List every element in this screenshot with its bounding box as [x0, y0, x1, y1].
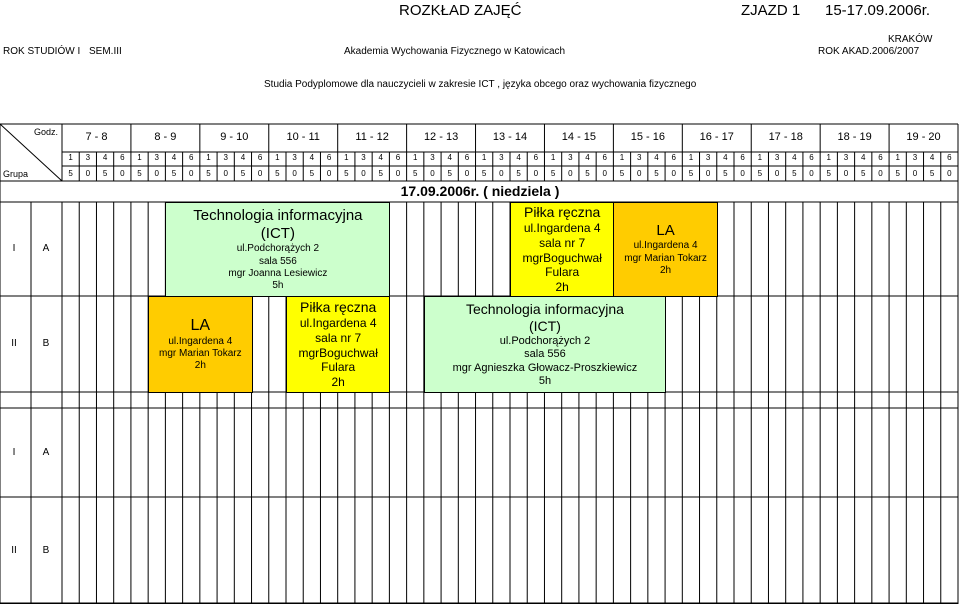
course-detail: (ICT) — [529, 317, 561, 334]
minute-digit-top: 4 — [447, 153, 452, 162]
minute-digit-bottom: 0 — [120, 169, 125, 178]
minute-digit-top: 3 — [568, 153, 573, 162]
day-label: 17.09.2006r. ( niedziela ) — [400, 183, 560, 199]
minute-digit-top: 3 — [912, 153, 918, 162]
program-title: Studia Podyplomowe dla nauczycieli w zakresie ICT , języka obcego oraz wychowania fizycznego — [264, 79, 697, 90]
hour-header: 9 - 10 — [220, 131, 249, 143]
minute-digit-bottom: 5 — [860, 169, 866, 178]
course-title: Piłka ręczna — [524, 204, 601, 221]
rok-studiow-label: ROK STUDIÓW I — [3, 46, 81, 57]
course-detail: ul.Ingardena 4 — [523, 221, 601, 236]
minute-digit-bottom: 5 — [654, 169, 659, 178]
course-block-ict-b — [424, 296, 666, 393]
minute-digit-top: 3 — [843, 153, 849, 162]
minute-digit-bottom: 5 — [550, 169, 556, 178]
minute-digit-bottom: 5 — [895, 169, 900, 178]
minute-digit-bottom: 5 — [792, 169, 797, 178]
minute-digit-top: 4 — [309, 153, 315, 162]
course-detail: ul.Ingardena 4 — [633, 240, 698, 252]
minute-digit-bottom: 5 — [688, 169, 694, 178]
minute-digit-top: 1 — [895, 153, 900, 162]
course-block-pilka-b — [286, 296, 390, 393]
zjazd-dates: 15-17.09.2006r. — [825, 2, 931, 19]
hour-header: 12 - 13 — [423, 131, 459, 143]
minute-digit-bottom: 5 — [344, 169, 349, 178]
minute-digit-top: 3 — [636, 153, 642, 162]
minute-digit-top: 4 — [102, 153, 108, 162]
grupa-label: Grupa — [3, 169, 29, 179]
row-group: B — [42, 544, 50, 556]
minute-digit-top: 4 — [240, 153, 246, 162]
minute-digit-top: 6 — [602, 153, 607, 162]
minute-digit-top: 4 — [792, 153, 797, 162]
zjazd-label: ZJAZD 1 — [741, 2, 801, 19]
course-detail: 2h — [555, 279, 569, 294]
minute-digit-top: 4 — [860, 153, 866, 162]
hour-header: 18 - 19 — [837, 131, 872, 143]
minute-digit-bottom: 0 — [843, 169, 849, 178]
minute-digit-bottom: 0 — [568, 169, 573, 178]
minute-digit-top: 1 — [412, 153, 418, 162]
minute-digit-bottom: 5 — [68, 169, 73, 178]
minute-digit-top: 4 — [585, 153, 590, 162]
minute-digit-bottom: 0 — [705, 169, 711, 178]
course-detail: 2h — [194, 360, 206, 372]
minute-digit-bottom: 0 — [188, 169, 194, 178]
minute-digit-top: 4 — [171, 153, 177, 162]
course-detail: Fulara — [321, 360, 356, 375]
minute-digit-bottom: 5 — [929, 169, 935, 178]
course-detail: 5h — [538, 374, 552, 387]
course-detail: mgrBoguchwał — [298, 345, 378, 360]
minute-digit-bottom: 5 — [585, 169, 590, 178]
minute-digit-top: 3 — [774, 153, 780, 162]
minute-digit-bottom: 0 — [774, 169, 780, 178]
minute-digit-top: 6 — [947, 153, 952, 162]
city-label: KRAKÓW — [888, 34, 933, 45]
minute-digit-top: 3 — [292, 153, 297, 162]
minute-digit-bottom: 0 — [499, 169, 504, 178]
minute-digit-bottom: 0 — [257, 169, 263, 178]
minute-digit-top: 6 — [740, 153, 745, 162]
row-group: B — [42, 338, 50, 349]
course-detail: sala nr 7 — [539, 236, 586, 251]
minute-digit-bottom: 0 — [326, 169, 332, 178]
hour-header: 13 - 14 — [492, 131, 528, 143]
course-detail: mgr Agnieszka Głowacz-Proszkiewicz — [452, 361, 638, 374]
minute-digit-top: 3 — [223, 153, 228, 162]
minute-digit-bottom: 5 — [137, 169, 142, 178]
row-group: A — [42, 243, 50, 254]
hour-header: 17 - 18 — [768, 131, 803, 143]
minute-digit-bottom: 5 — [826, 169, 831, 178]
minute-digit-bottom: 5 — [723, 169, 728, 178]
course-title: LA — [656, 222, 675, 240]
minute-digit-top: 1 — [757, 153, 763, 162]
minute-digit-bottom: 0 — [671, 169, 676, 178]
minute-digit-top: 3 — [430, 153, 435, 162]
minute-digit-top: 3 — [705, 153, 711, 162]
course-detail: sala 556 — [258, 255, 297, 267]
row-group: A — [42, 446, 50, 458]
minute-digit-bottom: 0 — [85, 169, 91, 178]
minute-digit-bottom: 0 — [740, 169, 745, 178]
course-detail: 5h — [272, 279, 284, 291]
minute-digit-bottom: 5 — [240, 169, 246, 178]
course-detail: mgrBoguchwał — [522, 250, 602, 265]
minute-digit-top: 1 — [550, 153, 556, 162]
course-block-ict-a — [165, 202, 390, 297]
minute-digit-top: 6 — [188, 153, 194, 162]
minute-digit-top: 3 — [499, 153, 504, 162]
course-detail: 2h — [660, 264, 672, 276]
academy-name: Akademia Wychowania Fizycznego w Katowicach — [344, 46, 566, 57]
hour-header: 15 - 16 — [630, 131, 665, 143]
course-detail: Fulara — [545, 265, 580, 280]
minute-digit-bottom: 5 — [378, 169, 383, 178]
minute-digit-top: 6 — [257, 153, 263, 162]
minute-digit-top: 4 — [723, 153, 728, 162]
hour-header: 19 - 20 — [906, 131, 941, 143]
minute-digit-bottom: 0 — [223, 169, 228, 178]
minute-digit-bottom: 5 — [206, 169, 211, 178]
academic-year: ROK AKAD.2006/2007 — [818, 46, 920, 57]
minute-digit-bottom: 5 — [412, 169, 418, 178]
course-title: Piłka ręczna — [300, 299, 377, 316]
minute-digit-bottom: 0 — [809, 169, 814, 178]
godz-label: Godz. — [34, 127, 59, 137]
minute-digit-top: 6 — [326, 153, 332, 162]
minute-digit-bottom: 5 — [757, 169, 763, 178]
schedule-title: ROZKŁAD ZAJĘĆ — [399, 2, 522, 19]
minute-digit-bottom: 0 — [636, 169, 642, 178]
minute-digit-top: 1 — [137, 153, 142, 162]
course-detail: ul.Ingardena 4 — [168, 335, 233, 347]
course-title: LA — [190, 317, 211, 335]
minute-digit-top: 4 — [516, 153, 521, 162]
minute-digit-top: 6 — [878, 153, 883, 162]
minute-digit-top: 4 — [929, 153, 935, 162]
course-detail: ul.Podchorążych 2 — [499, 334, 591, 347]
course-detail: (ICT) — [260, 225, 295, 243]
minute-digit-top: 1 — [68, 153, 73, 162]
row-roman: I — [12, 446, 16, 458]
semester-label: SEM.III — [89, 46, 122, 57]
course-detail: 2h — [331, 374, 345, 389]
course-detail: mgr Marian Tokarz — [624, 252, 707, 264]
row-roman: II — [11, 338, 17, 349]
hour-header: 10 - 11 — [286, 131, 320, 143]
row-roman: II — [11, 544, 17, 556]
course-block-la-b — [148, 296, 252, 393]
minute-digit-top: 6 — [671, 153, 676, 162]
minute-digit-top: 1 — [688, 153, 694, 162]
minute-digit-bottom: 5 — [481, 169, 487, 178]
minute-digit-top: 6 — [809, 153, 814, 162]
minute-digit-bottom: 5 — [516, 169, 521, 178]
minute-digit-top: 1 — [206, 153, 211, 162]
course-detail: sala 556 — [524, 348, 566, 361]
minute-digit-bottom: 0 — [602, 169, 607, 178]
minute-digit-top: 6 — [464, 153, 470, 162]
minute-digit-top: 6 — [533, 153, 539, 162]
minute-digit-top: 6 — [120, 153, 125, 162]
minute-digit-top: 1 — [619, 153, 625, 162]
minute-digit-bottom: 0 — [395, 169, 401, 178]
minute-digit-bottom: 0 — [464, 169, 470, 178]
hour-header: 8 - 9 — [154, 131, 177, 143]
minute-digit-top: 1 — [344, 153, 349, 162]
minute-digit-top: 4 — [378, 153, 383, 162]
course-block-pilka-a — [510, 202, 614, 297]
minute-digit-bottom: 5 — [309, 169, 315, 178]
hour-header: 11 - 12 — [355, 131, 389, 143]
course-title: Technologia informacyjna — [465, 300, 624, 317]
course-detail: mgr Joanna Lesiewicz — [228, 267, 328, 279]
course-detail: mgr Marian Tokarz — [159, 348, 242, 360]
row-roman: I — [12, 243, 16, 254]
minute-digit-top: 4 — [654, 153, 659, 162]
hour-header: 14 - 15 — [561, 131, 597, 143]
minute-digit-bottom: 5 — [619, 169, 625, 178]
hour-header: 16 - 17 — [699, 131, 734, 143]
minute-digit-bottom: 0 — [430, 169, 435, 178]
minute-digit-bottom: 0 — [292, 169, 297, 178]
course-block-la-a — [613, 202, 717, 297]
minute-digit-top: 1 — [826, 153, 831, 162]
minute-digit-bottom: 0 — [361, 169, 366, 178]
minute-digit-top: 3 — [154, 153, 159, 162]
minute-digit-bottom: 0 — [912, 169, 918, 178]
minute-digit-top: 1 — [481, 153, 487, 162]
course-title: Technologia informacyjna — [193, 206, 363, 224]
minute-digit-bottom: 0 — [947, 169, 952, 178]
minute-digit-bottom: 5 — [275, 169, 280, 178]
hour-header: 7 - 8 — [85, 131, 108, 143]
course-detail: ul.Podchorążych 2 — [236, 243, 320, 255]
course-detail: sala nr 7 — [315, 331, 362, 346]
minute-digit-top: 1 — [275, 153, 280, 162]
minute-digit-top: 3 — [361, 153, 366, 162]
minute-digit-bottom: 0 — [533, 169, 539, 178]
minute-digit-bottom: 5 — [102, 169, 108, 178]
minute-digit-bottom: 5 — [447, 169, 452, 178]
minute-digit-top: 3 — [85, 153, 91, 162]
minute-digit-top: 6 — [395, 153, 401, 162]
minute-digit-bottom: 0 — [154, 169, 159, 178]
minute-digit-bottom: 5 — [171, 169, 177, 178]
minute-digit-bottom: 0 — [878, 169, 883, 178]
course-detail: ul.Ingardena 4 — [299, 316, 377, 331]
